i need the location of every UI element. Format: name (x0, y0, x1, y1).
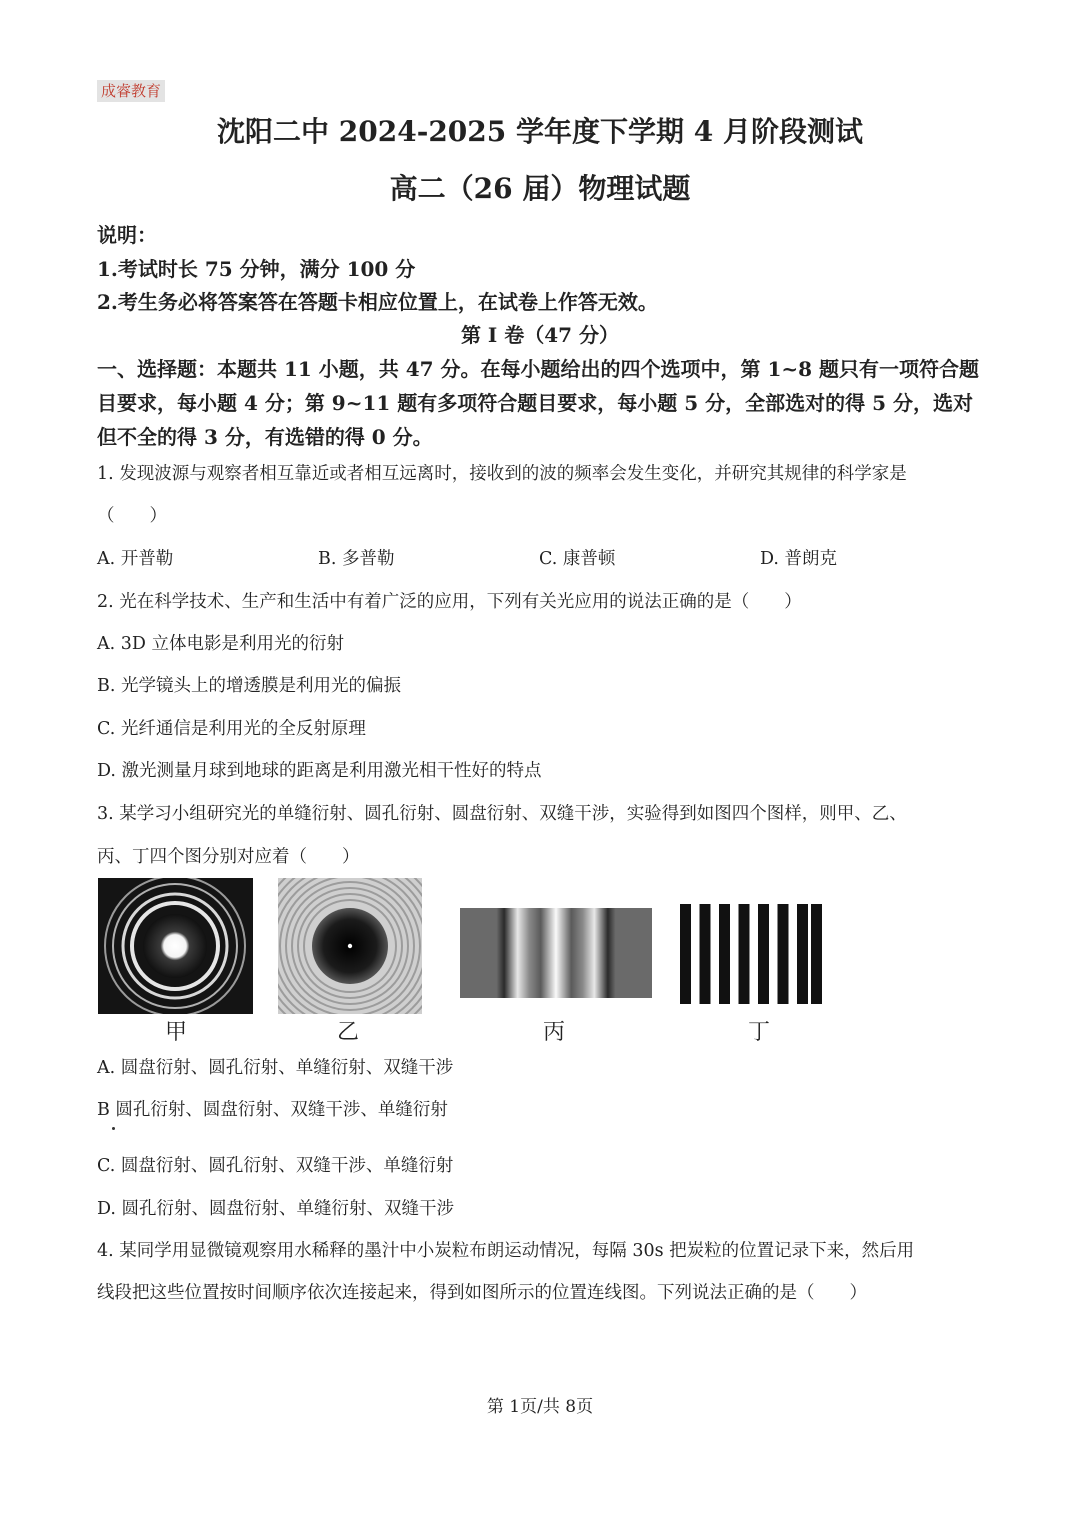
notes-heading: 说明： (97, 223, 157, 247)
figure-ding-stripe-pattern (680, 904, 822, 1004)
figure-jia-disc-diffraction (98, 878, 253, 1014)
q1-option-c: C. 康普顿 (539, 549, 616, 569)
q2-option-a: A. 3D 立体电影是利用光的衍射 (97, 634, 344, 654)
q2-option-d: D. 激光测量月球到地球的距离是利用激光相干性好的特点 (97, 761, 542, 781)
figure-bing-fringe-pattern (460, 908, 652, 998)
q3-option-b: B 圆孔衍射、圆盘衍射、双缝干涉、单缝衍射 (97, 1100, 448, 1120)
q3-stem-cont: 丙、丁四个图分别对应着（ ） (97, 847, 360, 867)
figure-caption-yi: 乙 (336, 1020, 359, 1045)
q3-stem: 3. 某学习小组研究光的单缝衍射、圆孔衍射、圆盘衍射、双缝干涉，实验得到如图四个图样，则甲、乙、 (97, 804, 907, 824)
figure-caption-bing: 丙 (542, 1020, 565, 1045)
q2-option-c: C. 光纤通信是利用光的全反射原理 (97, 719, 366, 739)
note-item: 1.考试时长 75 分钟，满分 100 分 (97, 257, 416, 281)
page-number: 第 1页/共 8页 (486, 1397, 594, 1417)
q3-option-d: D. 圆孔衍射、圆盘衍射、单缝衍射、双缝干涉 (97, 1199, 455, 1219)
note-item: 2.考生务必将答案答在答题卡相应位置上，在试卷上作答无效。 (97, 290, 658, 314)
publisher-badge: 成睿教育 (97, 80, 165, 102)
q1-bracket: （ ） (97, 506, 167, 526)
q2-stem: 2. 光在科学技术、生产和生活中有着广泛的应用，下列有关光应用的说法正确的是（ ） (97, 592, 802, 612)
q1-option-b: B. 多普勒 (318, 549, 395, 569)
q3-option-a: A. 圆盘衍射、圆孔衍射、单缝衍射、双缝干涉 (97, 1058, 454, 1078)
q1-option-d: D. 普朗克 (760, 549, 838, 569)
q1-stem: 1. 发现波源与观察者相互靠近或者相互远离时，接收到的波的频率会发生变化，并研究其规律的科学家是 (97, 464, 907, 484)
q3-option-c: C. 圆盘衍射、圆孔衍射、双缝干涉、单缝衍射 (97, 1156, 454, 1176)
exam-title: 沈阳二中 2024-2025 学年度下学期 4 月阶段测试 (217, 115, 863, 148)
figure-caption-ding: 丁 (747, 1020, 770, 1045)
q2-option-b: B. 光学镜头上的增透膜是利用光的偏振 (97, 676, 401, 696)
exam-subtitle: 高二（26 届）物理试题 (389, 172, 691, 205)
figure-caption-jia: 甲 (164, 1020, 187, 1045)
stray-dot (112, 1127, 115, 1130)
figure-yi-hole-diffraction (278, 878, 422, 1014)
section-instructions: 一、选择题：本题共 11 小题，共 47 分。在每小题给出的四个选项中，第 1~8 题只有一项符合题目要求，每小题 4 分；第 9~11 题有多项符合题目要求，每小题 5 分，全部选对的得 5 分，选对但不全的得 3 分，有选错的得 0 分。 (97, 357, 980, 449)
q1-option-a: A. 开普勒 (97, 549, 174, 569)
q4-stem-cont: 线段把这些位置按时间顺序依次连接起来，得到如图所示的位置连线图。下列说法正确的是（ ） (97, 1283, 867, 1303)
part-title: 第 I 卷（47 分） (460, 323, 620, 347)
q4-stem: 4. 某同学用显微镜观察用水稀释的墨汁中小炭粒布朗运动情况，每隔 30s 把炭粒的位置记录下来，然后用 (97, 1241, 915, 1261)
